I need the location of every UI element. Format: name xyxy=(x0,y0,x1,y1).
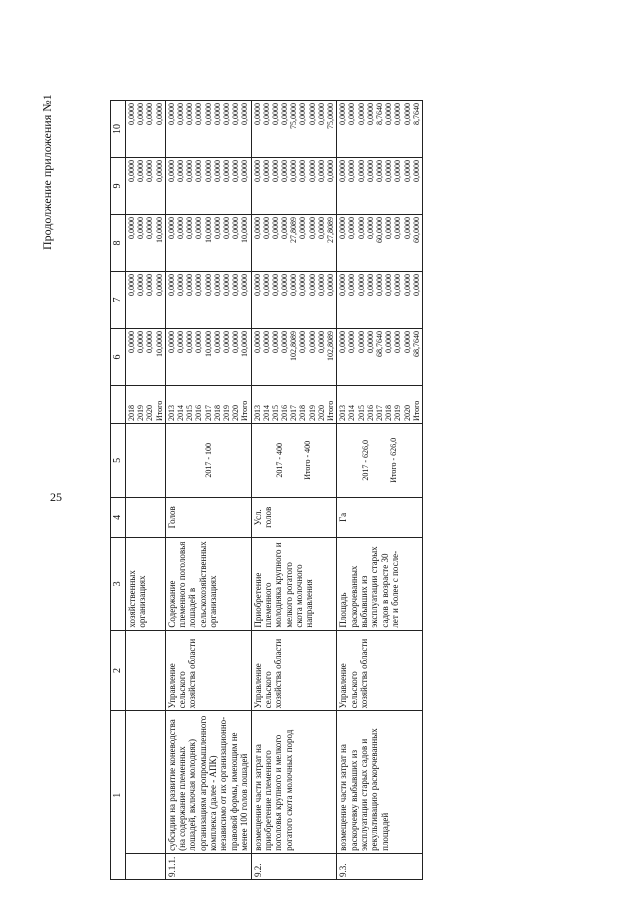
row-col8: 0,0000 0,0000 0,0000 0,0000 27,8089 0,0000 0,0000 0,0000 27,8089 xyxy=(251,215,337,272)
row-sum: 2017 - 400 Итого - 400 xyxy=(251,424,337,498)
row-col10: 0,0000 0,0000 0,0000 0,0000 8,7640 0,0000 0,0000 0,0000 8,7640 xyxy=(337,101,423,158)
row-code: 9.2. xyxy=(251,853,337,879)
row-code xyxy=(126,853,166,879)
row-col8: 0,0000 0,0000 0,0000 0,0000 10,0000 0,0000 0,0000 0,0000 10,0000 xyxy=(165,215,251,272)
row-years: 2018 2019 2020 Итого xyxy=(126,386,166,424)
row-col6: 0,0000 0,0000 0,0000 0,0000 10,0000 0,0000 0,0000 0,0000 10,0000 xyxy=(165,329,251,386)
row-years: 2013 2014 2015 2016 2017 2018 2019 2020 Итого xyxy=(251,386,337,424)
row-col10: 0,0000 0,0000 0,0000 0,0000 75,0000 0,0000 0,0000 0,0000 75,0000 xyxy=(251,101,337,158)
row-name: возмещение части затрат на раскорчевку выбывших из эксплуатации старых садов и рекультивацию раскорчеванных площадей xyxy=(337,711,423,854)
row-col8: 0,0000 0,0000 0,0000 0,0000 60,0000 0,0000 0,0000 0,0000 60,0000 xyxy=(337,215,423,272)
row-sum: 2017 - 626,0 Итого - 626,0 xyxy=(337,424,423,498)
row-code: 9.1.1. xyxy=(165,853,251,879)
row-col9: 0,0000 0,0000 0,0000 0,0000 0,0000 0,0000 0,0000 0,0000 0,0000 xyxy=(251,158,337,215)
row-executor: Управление сельского хозяйства области xyxy=(251,630,337,711)
row-years: 2013 2014 2015 2016 2017 2018 2019 2020 Итого xyxy=(337,386,423,424)
rotated-table-container xyxy=(110,100,620,880)
row-col7: 0,0000 0,0000 0,0000 0,0000 0,0000 0,0000 0,0000 0,0000 0,0000 xyxy=(337,272,423,329)
program-table xyxy=(110,100,423,880)
row-col10: 0,0000 0,0000 0,0000 0,0000 0,0000 0,0000 0,0000 0,0000 0,0000 xyxy=(165,101,251,158)
table-row xyxy=(126,101,166,880)
row-col9: 0,0000 0,0000 0,0000 0,0000 xyxy=(126,158,166,215)
appendix-title: Продолжение приложения №1 xyxy=(40,94,54,250)
row-executor xyxy=(126,630,166,711)
row-indicator: Содержание племенного поголовья лошадей в сельскохозяйственных организациях xyxy=(165,538,251,631)
row-name: возмещение части затрат на приобретение племенного поголовья крупного и мелкого рогатого скота молочных пород xyxy=(251,711,337,854)
col-header-7: 7 xyxy=(111,272,126,329)
row-executor: Управление сельского хозяйства области xyxy=(165,630,251,711)
row-unit: Усл. голов xyxy=(251,497,337,537)
col-header-4: 4 xyxy=(111,497,126,537)
row-col9: 0,0000 0,0000 0,0000 0,0000 0,0000 0,0000 0,0000 0,0000 0,0000 xyxy=(337,158,423,215)
row-name xyxy=(126,711,166,854)
row-sum: 2017 - 100 xyxy=(165,424,251,498)
col-header-6: 6 xyxy=(111,329,126,386)
page-number: 25 xyxy=(50,490,62,504)
row-indicator: хозяйственных организациях xyxy=(126,538,166,631)
row-col10: 0,0000 0,0000 0,0000 0,0000 xyxy=(126,101,166,158)
row-sum xyxy=(126,424,166,498)
row-name: субсидии на развитие коневодства (на содержание племенных лошадей, включая молодняк) организациям агропромышленного комплекса (далее - АПК) независимо от их организационно-правовой формы, имеющим не менее 100 голов лошадей xyxy=(165,711,251,854)
col-header-2: 2 xyxy=(111,630,126,711)
col-header-9: 9 xyxy=(111,158,126,215)
col-header-3: 3 xyxy=(111,538,126,631)
row-indicator: Приобретение племенного молодняка крупного и мелкого рогатого скота молочного направления xyxy=(251,538,337,631)
row-indicator: Площадь раскорчеванных выбывших из эксплуатации старых садов в возрасте 30 лет и более с после- xyxy=(337,538,423,631)
row-col9: 0,0000 0,0000 0,0000 0,0000 0,0000 0,0000 0,0000 0,0000 0,0000 xyxy=(165,158,251,215)
row-executor: Управление сельского хозяйства области xyxy=(337,630,423,711)
col-header-years xyxy=(111,386,126,424)
row-col6: 0,0000 0,0000 0,0000 0,0000 68,7640 0,0000 0,0000 0,0000 68,7640 xyxy=(337,329,423,386)
row-col7: 0,0000 0,0000 0,0000 0,0000 0,0000 0,0000 0,0000 0,0000 0,0000 xyxy=(165,272,251,329)
row-col7: 0,0000 0,0000 0,0000 0,0000 0,0000 0,0000 0,0000 0,0000 0,0000 xyxy=(251,272,337,329)
col-header-5: 5 xyxy=(111,424,126,498)
col-header-1: 1 xyxy=(111,711,126,880)
row-unit: Га xyxy=(337,497,423,537)
row-col8: 0,0000 0,0000 0,0000 10,0000 xyxy=(126,215,166,272)
table-row xyxy=(337,101,423,880)
table-row xyxy=(165,101,251,880)
row-years: 2013 2014 2015 2016 2017 2018 2019 2020 Итого xyxy=(165,386,251,424)
col-header-8: 8 xyxy=(111,215,126,272)
row-col7: 0,0000 0,0000 0,0000 0,0000 xyxy=(126,272,166,329)
col-header-10: 10 xyxy=(111,101,126,158)
row-col6: 0,0000 0,0000 0,0000 0,0000 102,8089 0,0000 0,0000 0,0000 102,8089 xyxy=(251,329,337,386)
row-code: 9.3. xyxy=(337,853,423,879)
header-row xyxy=(111,101,126,880)
row-unit: Голов xyxy=(165,497,251,537)
row-unit xyxy=(126,497,166,537)
row-col6: 0,0000 0,0000 0,0000 10,0000 xyxy=(126,329,166,386)
table-row xyxy=(251,101,337,880)
